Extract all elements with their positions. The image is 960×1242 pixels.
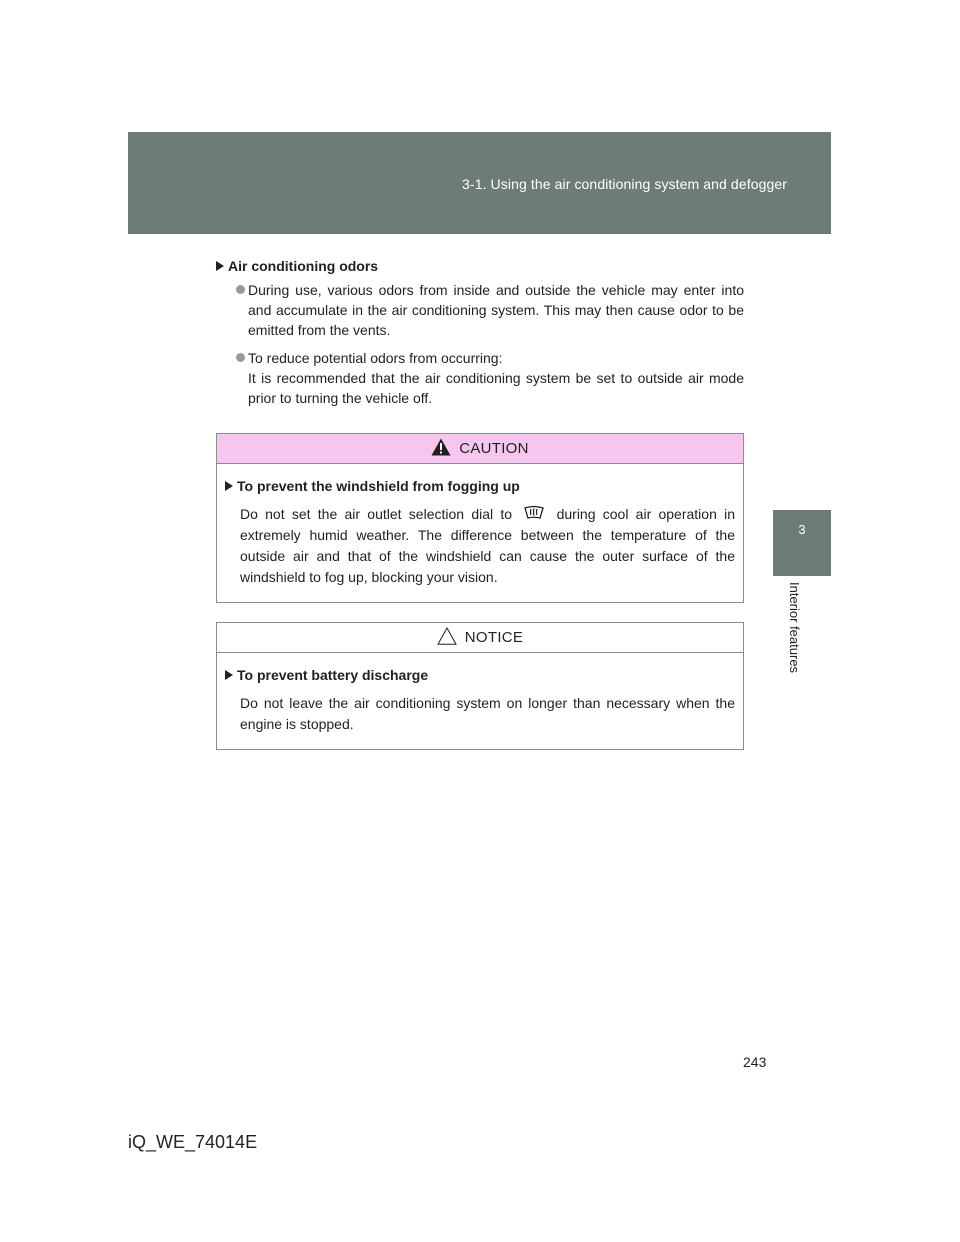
triangle-bullet-icon [216,261,224,271]
list-item: During use, various odors from inside and outside the vehicle may enter into and accumulate in the air conditioning system. This may then cause odor to be emitted from the vents. [216,280,744,340]
notice-subtitle: To prevent battery discharge [225,667,735,683]
list-item: To reduce potential odors from occurring: It is recommended that the air conditioning system be set to outside air mode prior to turning the vehicle off. [216,348,744,408]
chapter-number: 3 [798,522,806,537]
header-band [128,132,831,234]
triangle-bullet-icon [225,670,233,680]
notice-header [217,623,743,653]
caution-header [217,434,743,464]
notice-label: NOTICE [464,629,524,646]
section-title: Air conditioning odors [216,258,744,274]
document-code: iQ_WE_74014E [128,1132,258,1152]
notice-text: Do not leave the air conditioning system on longer than necessary when the engine is stopped. [240,695,735,732]
notice-body [217,653,743,749]
caution-box [216,433,744,603]
bullet-dot-icon [236,353,245,362]
warning-outline-icon [437,627,457,645]
chapter-label-text: Interior features [787,582,802,674]
caution-subtitle: To prevent the windshield from fogging up [225,478,735,494]
main-content [216,258,744,416]
caution-text: Do not set the air outlet selection dial to during cool air operation in extremely humid weather. The difference between the temperature of the outside air and that of the windshield can cause the outer surface of the windshield to fog up, blocking your vision. [240,506,736,585]
triangle-bullet-icon [225,481,233,491]
chapter-label [787,582,816,692]
bullet-dot-icon [236,285,245,294]
windshield-defogger-icon [523,505,545,521]
notice-box [216,622,744,750]
caution-body [217,464,743,602]
page-number: 243 [743,1054,767,1070]
warning-filled-icon [431,438,451,456]
caution-label: CAUTION [459,440,529,457]
chapter-tab [773,510,831,576]
section-header-title: 3-1. Using the air conditioning system and defogger [462,176,787,192]
